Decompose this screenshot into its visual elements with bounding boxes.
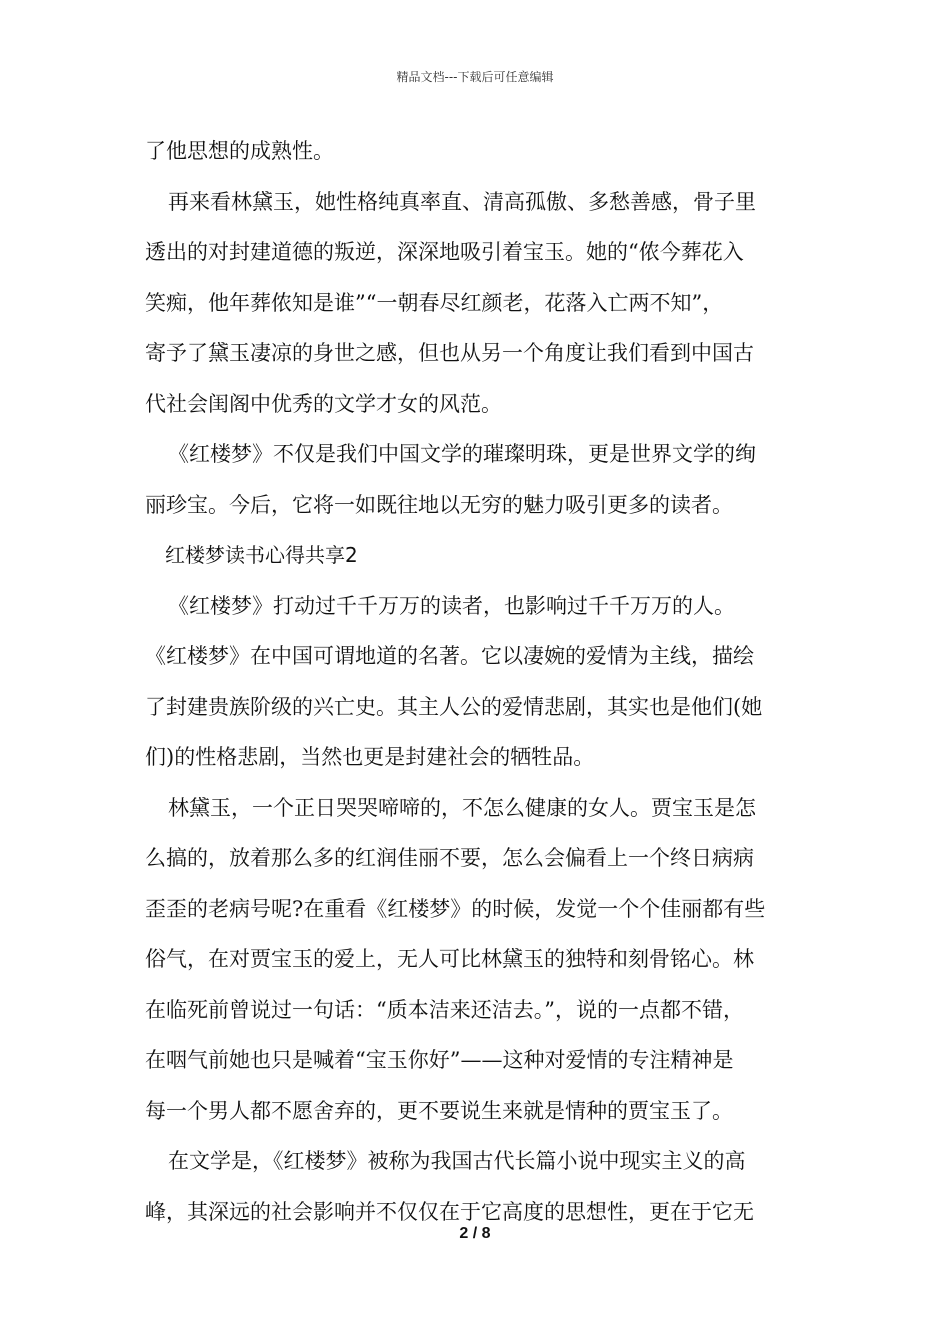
text-line: 《红楼梦》在中国可谓地道的名著。它以凄婉的爱情为主线，描绘: [145, 644, 754, 668]
page-header: 精品文档---下载后可任意编辑: [396, 70, 554, 84]
text-line: 歪歪的老病号呢?在重看《红楼梦》的时候，发觉一个个佳丽都有些: [145, 896, 766, 921]
text-line: 么搞的，放着那么多的红润佳丽不要，怎么会偏看上一个终日病病: [145, 846, 754, 870]
document-body: [145, 126, 820, 1237]
text-line: 了他思想的成熟性。: [145, 139, 334, 163]
text-line: 再来看林黛玉，她性格纯真率直、清高孤傲、多愁善感，骨子里: [168, 189, 756, 214]
text-line: 们)的性格悲剧，当然也更是封建社会的牺牲品。: [145, 745, 595, 769]
text-line: 《红楼梦》打动过千千万万的读者，也影响过千千万万的人。: [168, 593, 735, 618]
text-line: 丽珍宝。今后，它将一如既往地以无穷的魅力吸引更多的读者。: [145, 492, 733, 517]
text-line: 峰，其深远的社会影响并不仅仅在于它高度的思想性，更在于它无: [145, 1199, 754, 1224]
text-line: 林黛玉，一个正日哭哭啼啼的，不怎么健康的女人。贾宝玉是怎: [168, 795, 756, 820]
text-line: 在临死前曾说过一句话：“质本洁来还洁去。”，说的一点都不错，: [145, 997, 744, 1022]
text-line: 了封建贵族阶级的兴亡史。其主人公的爱情悲剧，其实也是他们(她: [145, 694, 763, 719]
text-line: 在咽气前她也只是喊着“宝玉你好”——这种对爱情的专注精神是: [145, 1048, 734, 1072]
text-line: 透出的对封建道德的叛逆，深深地吸引着宝玉。她的“侬今葬花入: [145, 240, 744, 264]
text-line: 每一个男人都不愿舍弃的，更不要说生来就是情种的贾宝玉了。: [145, 1098, 733, 1123]
text-line: 《红楼梦》不仅是我们中国文学的璀璨明珠，更是世界文学的绚: [168, 442, 756, 466]
page-number: 2 / 8: [459, 1225, 491, 1242]
text-line: 寄予了黛玉凄凉的身世之感，但也从另一个角度让我们看到中国古: [145, 341, 754, 365]
text-line: 在文学是，《红楼梦》被称为我国古代长篇小说中现实主义的高: [168, 1149, 746, 1173]
section-heading: 红楼梦读书心得共享2: [165, 543, 358, 567]
text-line: 代社会闺阁中优秀的文学才女的风范。: [145, 391, 502, 416]
text-line: 俗气，在对贾宝玉的爱上，无人可比林黛玉的独特和刻骨铭心。林: [145, 947, 754, 971]
text-line: 笑痴，他年葬侬知是谁”“一朝春尽红颜老，花落入亡两不知”，: [145, 290, 724, 315]
